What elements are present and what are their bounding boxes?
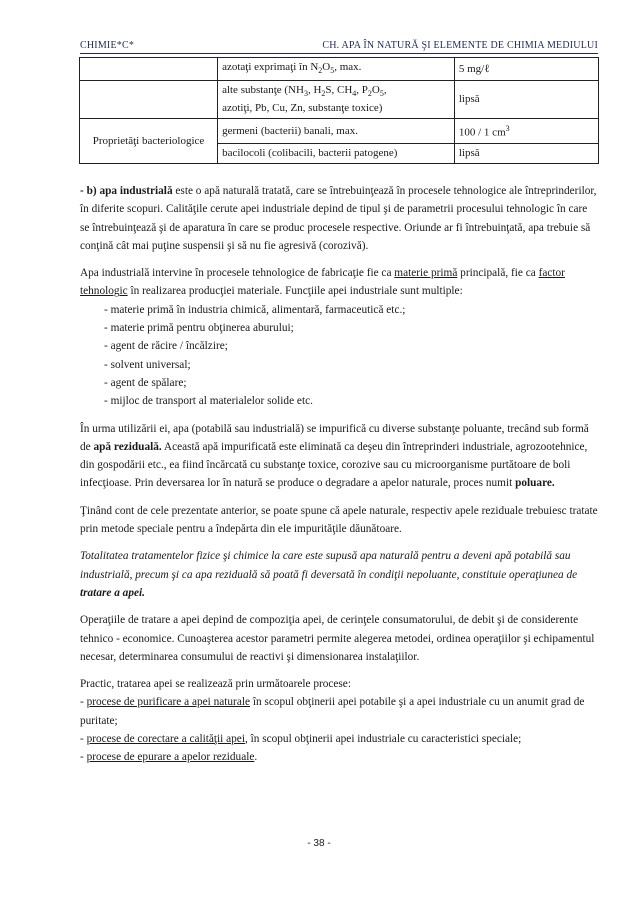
group-label-cell: Proprietăţi bacteriologice (80, 119, 218, 164)
list-item: - agent de răcire / încălzire; (104, 340, 228, 353)
functions-list (80, 301, 598, 411)
paragraph-industrial-water: - b) apa industrială este o apă naturală tratată, care se întrebuinţează în procesele tehnologice ale întreprinderilor, în diferite scopuri. Calităţile cerute apei industriale depind de tipul şi de parametrii procesului tehnologic în care se întrebuinţează şi de aparatura în care se produc procesele respective. Oriunde ar fi întrebuinţată, apa trebuie să conţină cât mai puţine suspensii şi să nu fie agresivă (corozivă). (80, 185, 597, 252)
paragraph-functions: Apa industrială intervine în procesele tehnologice de fabricaţie fie ca materie primă principală, fie ca factor tehnologic în realizarea producţiei materiale. Funcţiile apei industriale sunt multiple: (80, 267, 565, 298)
list-item: - mijloc de transport al materialelor solide etc. (104, 395, 313, 408)
paragraph-processes: Practic, tratarea apei se realizează prin următoarele procese: - procese de purificare a apei naturale în scopul obţinerii apei potabile şi a apei industriale cu un anumit grad de puritate; - procese de corectare a calităţii apei, în scopul obţinerii apei industriale cu caracteristici speciale; - procese de epurare a apelor reziduale. (80, 678, 585, 764)
paragraph-wastewater: În urma utilizării ei, apa (potabilă sau industrială) se impurifică cu diverse substanţe poluante, trecând sub formă de apă reziduală. Această apă impurificată este eliminată ca deşeu din întreprinderi industriale, agrozootehnice, din gospodării etc., ea fiind încărcată cu substanţe toxice, corozive sau cu microorganisme purtătoare de boli infecţioase. Prin deversarea lor în natură se produce o degradare a apelor naturale, proces numit poluare. (80, 422, 589, 490)
running-header (80, 37, 598, 54)
page-number: - 38 - (307, 838, 331, 849)
body-text (80, 182, 598, 767)
table-cell-value: 5 mg/ℓ (454, 58, 598, 81)
table-cell-desc: bacilocoli (colibacili, bacterii patogene) (218, 144, 455, 164)
empty-cell (80, 81, 218, 119)
list-item: - materie primă pentru obţinerea aburului; (104, 322, 294, 335)
properties-table (79, 57, 599, 164)
table-cell-desc: azotaţi exprimaţi în $N_2O_5$, max. (218, 58, 455, 81)
list-item: - agent de spălare; (104, 376, 187, 389)
list-item: - solvent universal; (104, 358, 191, 371)
list-item: - materie primă în industria chimică, alimentară, farmaceutică etc.; (104, 303, 406, 316)
paragraph-treatment-need: Ţinând cont de cele prezentate anterior, se poate spune că apele naturale, respectiv apele reziduale trebuiesc tratate prin metode speciale pentru a îndepărta din ele impurităţile dăunătoare. (80, 504, 598, 536)
table-cell-desc: germeni (bacterii) banali, max. (218, 119, 455, 144)
table-cell-value: lipsă (454, 144, 598, 164)
empty-cell (80, 58, 218, 81)
header-right: CH. APA ÎN NATURĂ ŞI ELEMENTE DE CHIMIA MEDIULUI (322, 40, 598, 51)
table-row (80, 81, 599, 119)
paragraph-operations: Operaţiile de tratare a apei depind de compoziţia apei, de cerinţele consumatorului, de debit şi de considerente tehnico - economice. Cunoaşterea acestor parametri permite alegerea metodei, ordinea operaţiilor şi echipamentul necesar, determinarea consumului de reactivi şi dimensionarea instalaţiilor. (80, 614, 595, 663)
table-row (80, 58, 599, 81)
table-cell-value: lipsă (454, 81, 598, 119)
paragraph-definition: Totalitatea tratamentelor fizice şi chimice la care este supusă apa naturală pentru a deveni apă potabilă sau industrială, precum şi ca apa reziduală să poată fi deversată în condiţii nepoluante, constituie operaţiunea de tratare a apei. (80, 550, 578, 599)
table-cell-value: 100 / 1 $cm^3$ (454, 119, 598, 144)
header-left: CHIMIE*C* (80, 40, 135, 51)
table-cell-desc: alte substanţe ($NH_3$, $H_2S$, $CH_4$, $P_2O_5$, azotiţi, Pb, Cu, Zn, substanţe toxice) (218, 81, 455, 119)
table-row (80, 119, 599, 144)
